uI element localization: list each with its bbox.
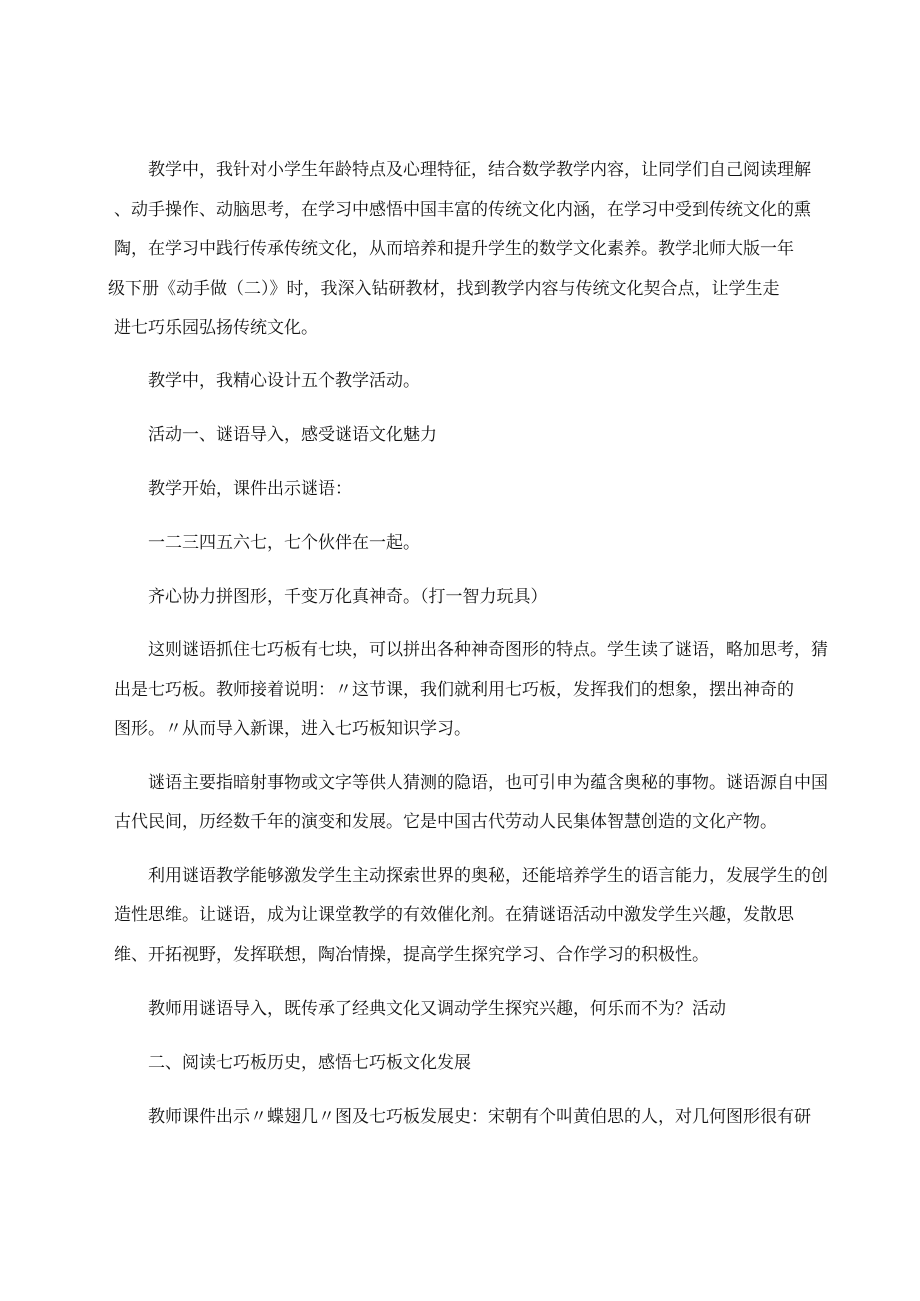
paragraph-line: 维、开拓视野，发挥联想，陶冶情操，提高学生探究学习、合作学习的积极性。 [114, 945, 709, 965]
paragraph-activities-intro: 教学中，我精心设计五个教学活动。 [148, 371, 420, 391]
paragraph-summary: 教师用谜语导入，既传承了经典文化又调动学生探究兴趣，何乐而不为？活动 [148, 999, 726, 1019]
paragraph-line: 古代民间，历经数千年的演变和发展。它是中国古代劳动人民集体智慧创造的文化产物。 [114, 812, 777, 832]
paragraph-line: 造性思维。让谜语，成为让课堂教学的有效催化剂。在猜谜语活动中激发学生兴趣，发散思 [114, 905, 794, 925]
paragraph-line: 教学中，我针对小学生年龄特点及心理特征，结合数学教学内容，让同学们自己阅读理解 [148, 160, 811, 180]
paragraph-line: 级下册《动手做（二）》时，我深入钻研教材，找到教学内容与传统文化契合点，让学生走 [108, 279, 780, 299]
riddle-line-2: 齐心协力拼图形，千变万化真神奇。（打一智力玩具） [148, 587, 548, 607]
paragraph-line: 陶，在学习中践行传承传统文化，从而培养和提升学生的数学文化素养。教学北师大版一年 [114, 239, 794, 259]
paragraph-line: 出是七巧板。教师接着说明：〃这节课，我们就利用七巧板，发挥我们的想象，摆出神奇的 [114, 680, 794, 700]
heading-activity-one: 活动一、谜语导入，感受谜语文化魅力 [148, 425, 437, 445]
paragraph-line: 、动手操作、动脑思考，在学习中感悟中国丰富的传统文化内涵，在学习中受到传统文化的熏 [114, 200, 811, 220]
paragraph-history-intro: 教师课件出示〃蝶翅几〃图及七巧板发展史：宋朝有个叫黄伯思的人，对几何图形很有研 [148, 1107, 811, 1127]
paragraph-line: 进七巧乐园弘扬传统文化。 [114, 318, 318, 338]
paragraph-line: 利用谜语教学能够激发学生主动探索世界的奥秘，还能培养学生的语言能力，发展学生的创 [148, 866, 828, 886]
heading-activity-two: 二、阅读七巧板历史，感悟七巧板文化发展 [148, 1053, 471, 1073]
paragraph-line: 图形。〃从而导入新课，进入七巧板知识学习。 [114, 719, 471, 739]
paragraph-riddle-intro: 教学开始，课件出示谜语： [148, 479, 352, 499]
paragraph-line: 这则谜语抓住七巧板有七块，可以拼出各种神奇图形的特点。学生读了谜语，略加思考，猜 [148, 640, 828, 660]
paragraph-line: 谜语主要指暗射事物或文字等供人猜测的隐语，也可引申为蕴含奥秘的事物。谜语源自中国 [148, 773, 828, 793]
riddle-line-1: 一二三四五六七，七个伙伴在一起。 [148, 533, 420, 553]
